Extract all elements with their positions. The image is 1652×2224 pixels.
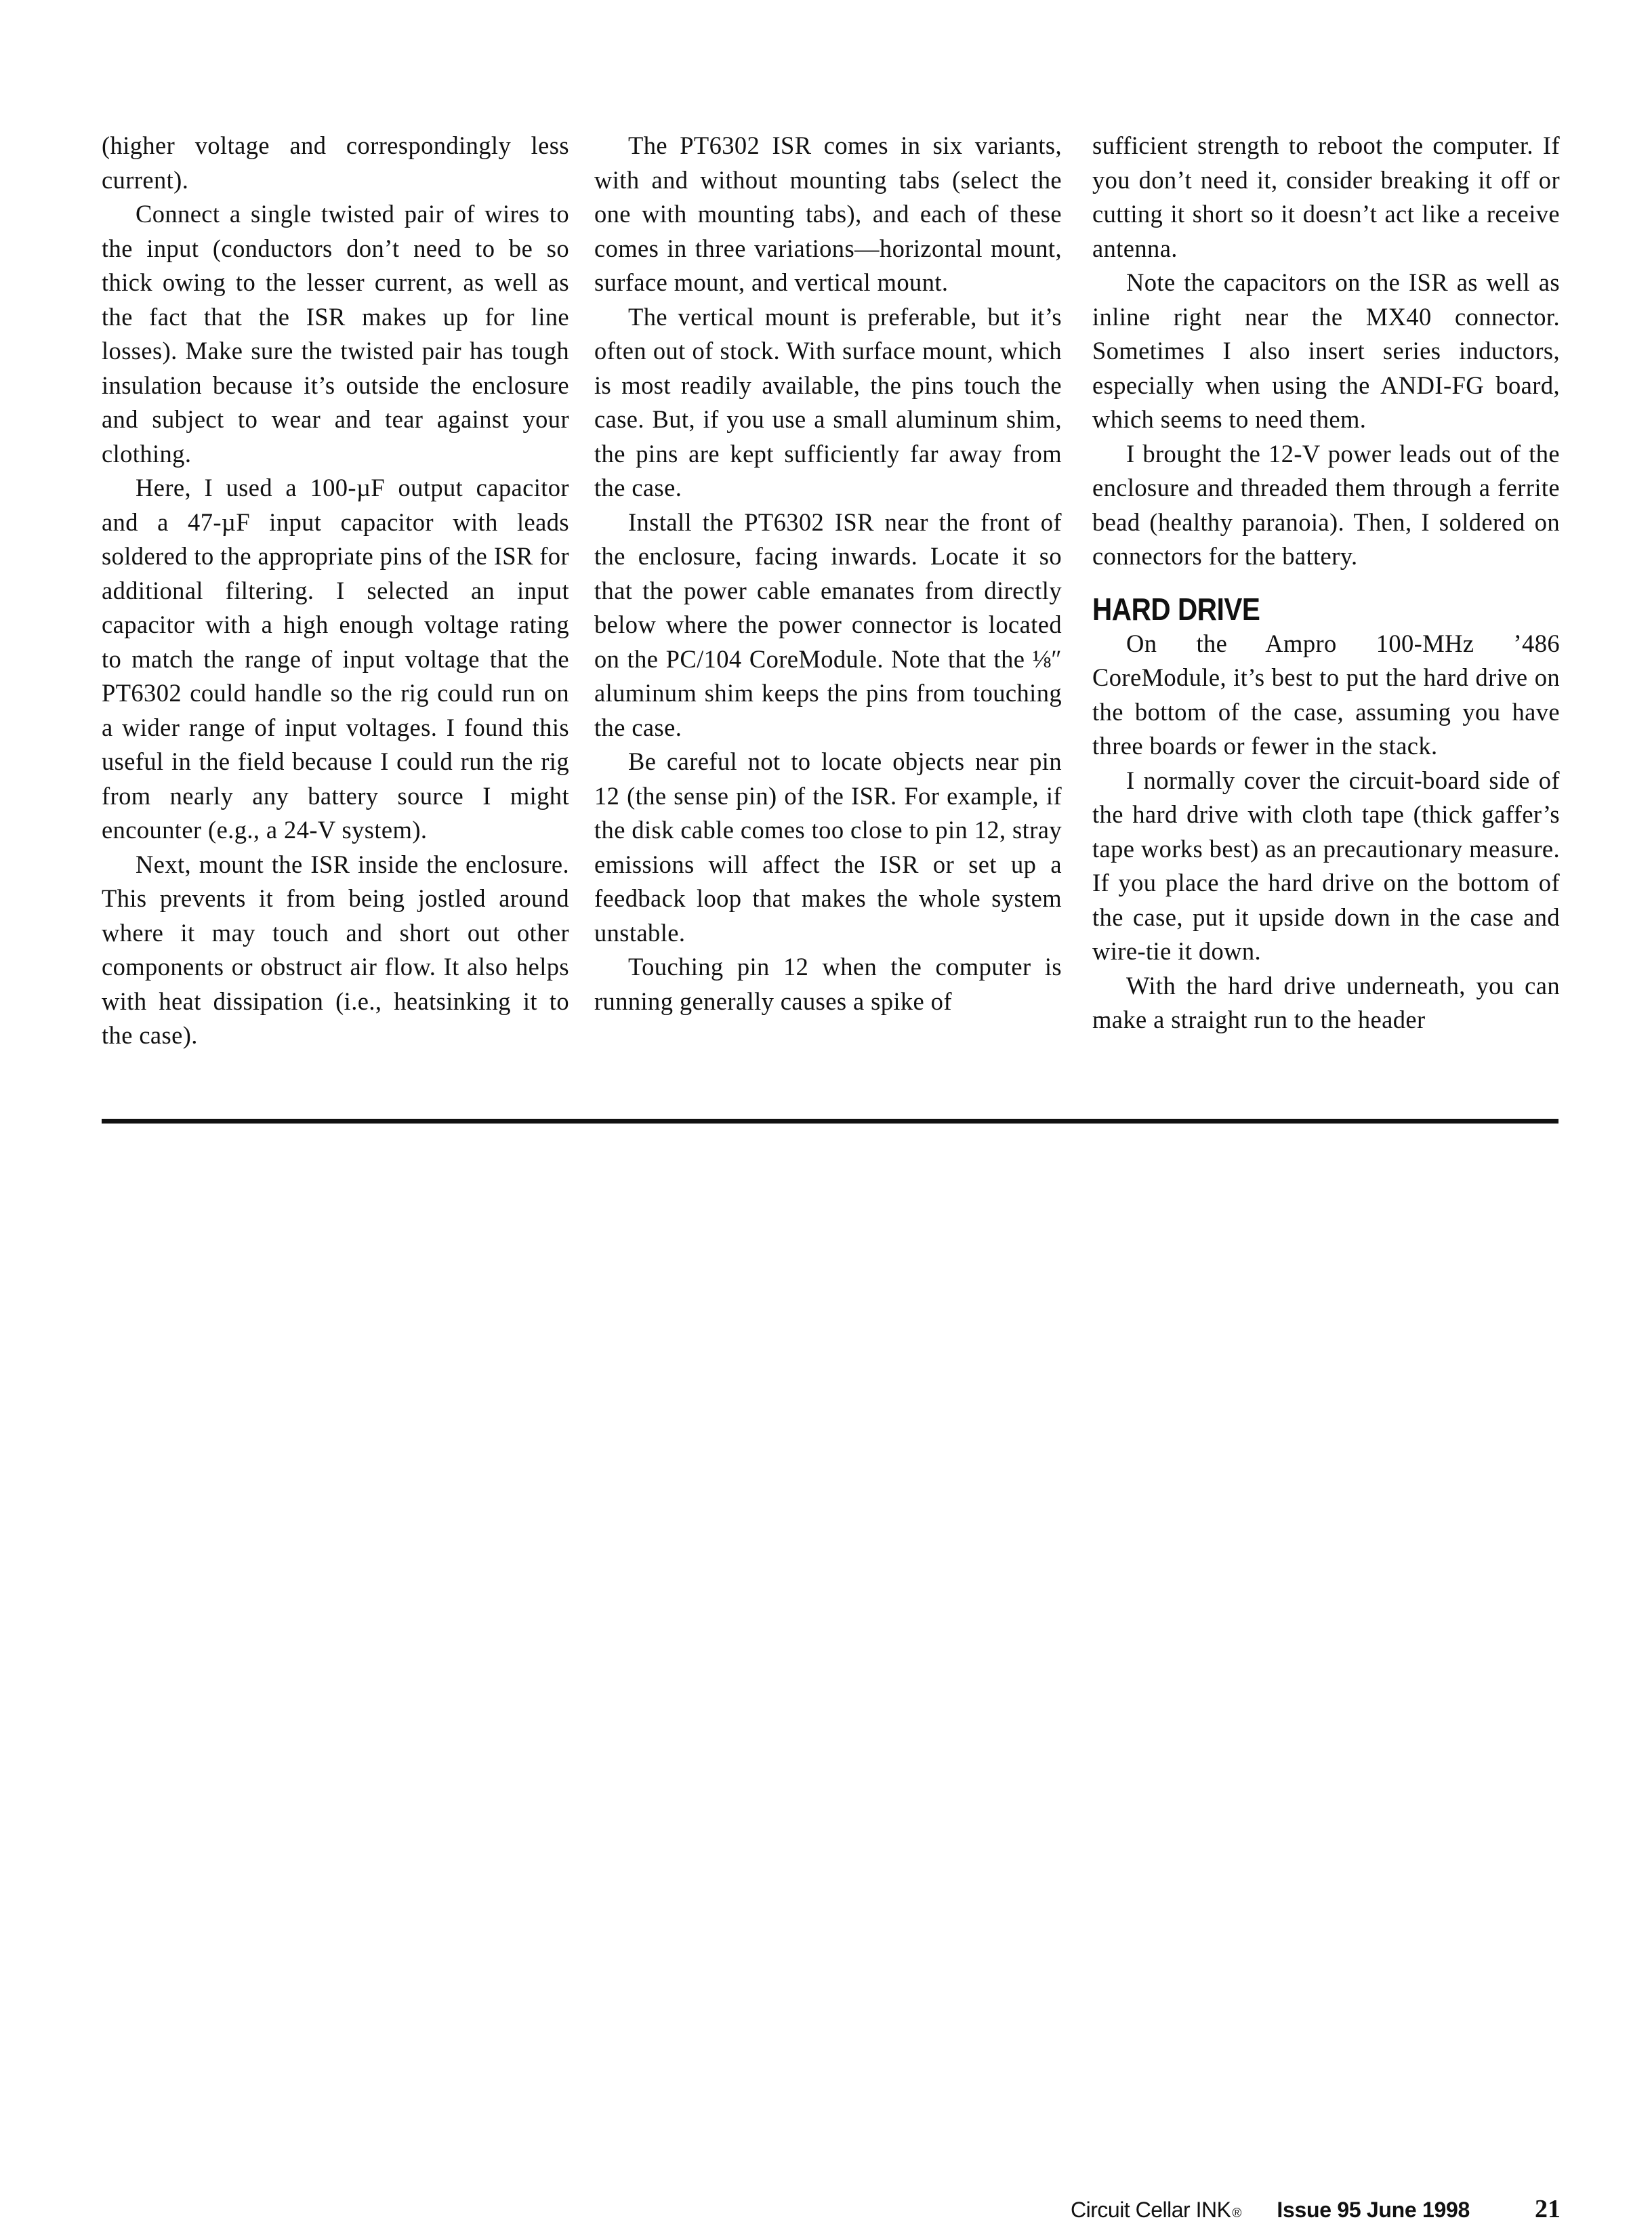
paragraph: (higher voltage and correspondingly less current).: [102, 131, 569, 194]
text-column-1: [102, 129, 569, 1053]
paragraph: I brought the 12-V power leads out of the enclosure and threaded them through a ferrite bead (healthy paranoia). Then, I soldered on connectors for the battery.: [1092, 439, 1560, 570]
paragraph: sufficient strength to reboot the computer. If you don’t need it, consider breaking it off or cutting it short so it doesn’t act like a receive antenna.: [1092, 131, 1560, 262]
paragraph: Be careful not to locate objects near pin 12 (the sense pin) of the ISR. For example, if the disk cable comes too close to pin 12, stray emissions will affect the ISR or set up a feedback loop that makes the whole system unstable.: [594, 747, 1062, 947]
paragraph: Here, I used a 100-µF output capacitor and a 47-µF input capacitor with leads soldered to the appropriate pins of the ISR for additional filtering. I selected an input capacitor with a high enough voltage rating to match the range of input voltage that the PT6302 could handle so the rig could run on a wider range of input voltages. I found this useful in the field because I could run the rig from nearly any battery source I might encounter (e.g., a 24-V system).: [102, 474, 569, 844]
horizontal-rule: [102, 1119, 1558, 1124]
publication-name: Circuit Cellar INK: [1071, 2198, 1231, 2222]
registered-mark: ®: [1232, 2206, 1242, 2221]
paragraph: The PT6302 ISR comes in six variants, with and without mounting tabs (select the one with mounting tabs), and each of these comes in three variations—horizontal mount, surface mount, and vertical mount.: [594, 131, 1062, 296]
paragraph: Next, mount the ISR inside the enclosure. This prevents it from being jostled around where it may touch and short out other components or obstruct air flow. It also helps with heat dissipation (i.e., heatsinking it to the case).: [102, 850, 569, 1049]
page-number: 21: [1535, 2195, 1561, 2223]
text-column-3: [1092, 129, 1560, 1037]
paragraph: I normally cover the circuit-board side of the hard drive with cloth tape (thick gaffer’s tape works best) as an precautionary measure. If you place the hard drive on the bottom of the case, put it upside down in the case and wire-tie it down.: [1092, 766, 1560, 965]
paragraph: On the Ampro 100-MHz ’486 CoreModule, it’s best to put the hard drive on the bottom of the case, assuming you have three boards or fewer in the stack.: [1092, 629, 1560, 760]
paragraph: Install the PT6302 ISR near the front of the enclosure, facing inwards. Locate it so that the power cable emanates from directly below where the power connector is located on the PC/104 CoreModule. Note that the ⅛″ aluminum shim keeps the pins from touching the case.: [594, 508, 1062, 741]
paragraph: Note the capacitors on the ISR as well as inline right near the MX40 connector. Sometimes I also insert series inductors, especially when using the ANDI-FG board, which seems to need them.: [1092, 268, 1560, 433]
page-footer: [1071, 2194, 1561, 2221]
text-column-2: [594, 129, 1062, 1018]
paragraph: With the hard drive underneath, you can make a straight run to the header: [1092, 971, 1560, 1033]
section-heading: HARD DRIVE: [1092, 591, 1260, 627]
paragraph: Connect a single twisted pair of wires to the input (conductors don’t need to be so thick owing to the lesser current, as well as the fact that the ISR makes up for line losses). Make sure the twisted pair has tough insulation because it’s outside the enclosure and subject to wear and tear against your clothing.: [102, 200, 569, 468]
paragraph: Touching pin 12 when the computer is running generally causes a spike of: [594, 953, 1062, 1015]
paragraph: The vertical mount is preferable, but it’s often out of stock. With surface mount, which is most readily available, the pins touch the case. But, if you use a small aluminum shim, the pins are kept sufficiently far away from the case.: [594, 302, 1062, 501]
issue-date: Issue 95 June 1998: [1277, 2198, 1470, 2222]
